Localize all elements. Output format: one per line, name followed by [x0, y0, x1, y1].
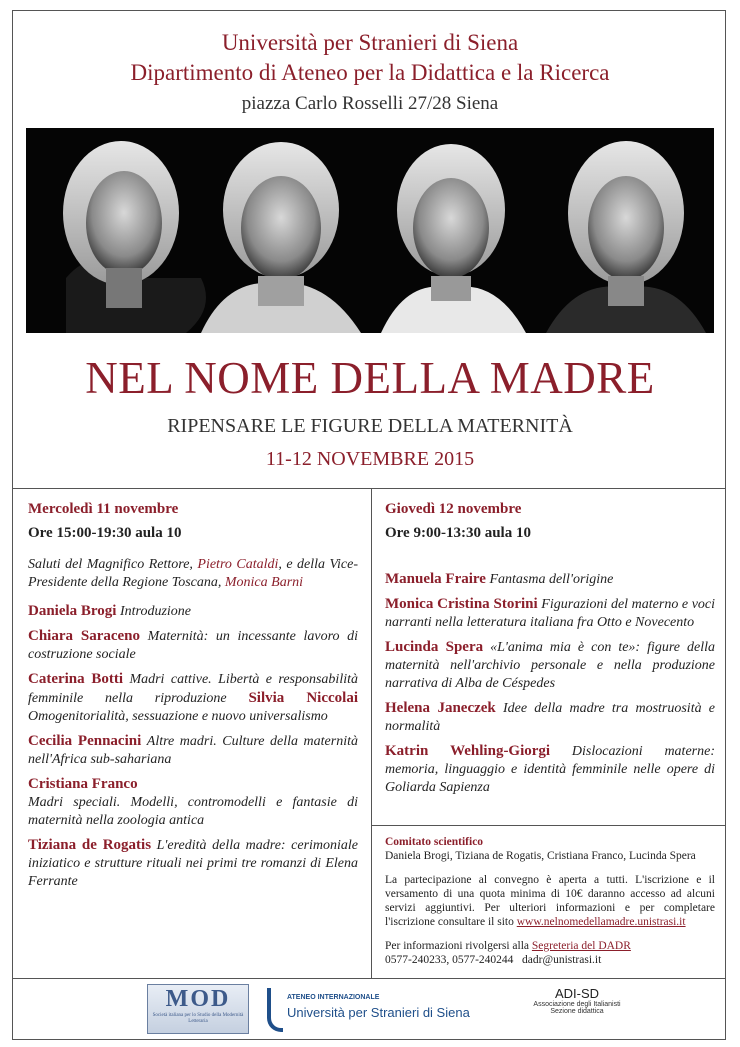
- talk-title: Dislocazioni materne: memoria, linguaggio e identità femminile nelle opere di Goliarda Sapienza: [385, 744, 715, 795]
- talk-title: Introduzione: [119, 604, 192, 619]
- talk-speaker: Tiziana de Rogatis: [28, 837, 152, 853]
- talk-speaker: Daniela Brogi: [28, 603, 117, 619]
- address: piazza Carlo Rosselli 27/28 Siena: [241, 93, 499, 114]
- talk-title: Altre madri. Culture della maternità nell'Africa sub-sahariana: [28, 734, 358, 767]
- unistrasi-logo-name: Università per Stranieri di Siena: [287, 1005, 470, 1020]
- talk-speaker: Lucinda Spera: [385, 639, 484, 655]
- talk: [385, 595, 715, 632]
- day-2-date: Giovedì 12 novembre: [385, 501, 522, 517]
- university-name: Università per Stranieri di Siena: [221, 30, 519, 55]
- talk-speaker: Cecilia Pennacini: [28, 733, 142, 749]
- talk: [385, 570, 715, 589]
- talk: [28, 775, 358, 830]
- talk-speaker: Helena Janeczek: [385, 700, 496, 716]
- registration-info: [385, 873, 715, 929]
- talk-speaker: Cristiana Franco: [28, 776, 138, 792]
- talk-speaker: Monica Cristina Storini: [385, 596, 538, 612]
- talk: [28, 836, 358, 891]
- committee-members: Daniela Brogi, Tiziana de Rogatis, Cristiana Franco, Lucinda Spera: [385, 850, 696, 862]
- talk: [28, 602, 358, 621]
- greetings-name-rector: Pietro Cataldi: [197, 557, 279, 572]
- registration-text: La partecipazione al convegno è aperta a tutti. L'iscrizione e il versamento di una quota minima di 10€ daranno accesso ad alcuni servizi aggiuntivi. Per ulteriori informazioni e per completare l'iscrizione consultare il sito: [385, 874, 715, 928]
- day-1-time: Ore 15:00-19:30 aula 10: [28, 525, 182, 541]
- talk: [28, 670, 358, 726]
- greetings-name-vicepresident: Monica Barni: [224, 575, 304, 590]
- talk-title: Madri speciali. Modelli, contromodelli e fantasie di maternità nella zoologia antica: [28, 795, 358, 828]
- portrait-photo: [26, 128, 714, 333]
- unistrasi-mark-icon: [267, 988, 283, 1032]
- program-day-1: [28, 500, 358, 897]
- talk-speaker: Chiara Saraceno: [28, 628, 141, 644]
- talk: [28, 732, 358, 769]
- mod-logo-subtitle: Società italiana per lo Studio della Modernità Letteraria: [152, 1013, 244, 1024]
- footer-logos: [12, 980, 726, 1040]
- adi-sd-logo-text: ADI-SD: [554, 986, 600, 1001]
- program-day-2: [385, 500, 715, 803]
- talk-speaker: Silvia Niccolai: [248, 690, 359, 706]
- day-2-time: Ore 9:00-13:30 aula 10: [385, 525, 531, 541]
- committee-heading: Comitato scientifico: [385, 836, 484, 848]
- talk-title: Idee della madre tra mostruosità e normalità: [385, 701, 715, 734]
- talk: [385, 638, 715, 693]
- divider-footer: [12, 978, 726, 979]
- contact-info: [385, 939, 715, 967]
- talk-speaker: Katrin Wehling-Giorgi: [385, 743, 551, 759]
- contact-text: Per informazioni rivolgersi alla: [385, 940, 532, 952]
- contact-phones: 0577-240233, 0577-240244: [385, 954, 514, 966]
- greetings-text-a: Saluti del Magnifico Rettore,: [28, 557, 198, 572]
- event-dates: 11-12 NOVEMBRE 2015: [265, 448, 475, 470]
- talk-title: Figurazioni del materno e voci narranti nella letteratura italiana fra Otto e Novecento: [385, 597, 716, 630]
- divider-column: [371, 488, 372, 978]
- unistrasi-logo-caption: ATENEO INTERNAZIONALE: [287, 994, 380, 1001]
- divider-committee: [371, 825, 726, 826]
- mod-logo: [147, 984, 249, 1034]
- talk-title: Fantasma dell'origine: [489, 572, 614, 587]
- talk: [385, 742, 715, 797]
- talk-title: Maternità: un incessante lavoro di costruzione sociale: [28, 629, 358, 662]
- adi-sd-logo-subtitle-1: Associazione degli Italianisti: [533, 1001, 621, 1008]
- talk: [385, 699, 715, 736]
- talk-title: Omogenitorialità, sessuazione e nuovo universalismo: [28, 709, 328, 724]
- event-title: NEL NOME DELLA MADRE: [85, 353, 655, 403]
- website-link[interactable]: www.nelnomedellamadre.unistrasi.it: [516, 916, 686, 928]
- committee-box: [385, 835, 715, 977]
- day-1-date: Mercoledì 11 novembre: [28, 501, 179, 517]
- talk-speaker: Caterina Botti: [28, 671, 123, 687]
- talk-title: Madri cattive. Libertà e responsabilità femminile nella riproduzione: [28, 672, 358, 706]
- portrait-photo-graphic: [26, 128, 714, 333]
- event-subtitle: RIPENSARE LE FIGURE DELLA MATERNITÀ: [167, 415, 573, 437]
- contact-email[interactable]: dadr@unistrasi.it: [522, 954, 602, 966]
- talk-speaker: Manuela Fraire: [385, 571, 486, 587]
- talk: [28, 627, 358, 664]
- adi-sd-logo-subtitle-2: Sezione didattica: [550, 1008, 604, 1015]
- greetings-text-b: , e della Vice-Presidente della Regione Toscana,: [28, 557, 358, 590]
- mod-logo-text: MOD: [165, 986, 231, 1012]
- talk-title: «L'anima mia è con te»: figure della maternità nell'archivio personale e nella produzione narrativa di Alba de Céspedes: [385, 640, 715, 691]
- talk-title: L'eredità della madre: cerimoniale iniziatico e strutture rituali nei primi tre romanzi di Elena Ferrante: [28, 838, 359, 889]
- opening-greetings: [28, 556, 358, 592]
- department-name: Dipartimento di Ateneo per la Didattica e la Ricerca: [130, 60, 610, 85]
- divider-top: [12, 488, 726, 489]
- unistrasi-logo: [267, 988, 507, 1032]
- adi-sd-logo: [517, 986, 637, 1015]
- secretariat-link[interactable]: Segreteria del DADR: [531, 940, 631, 952]
